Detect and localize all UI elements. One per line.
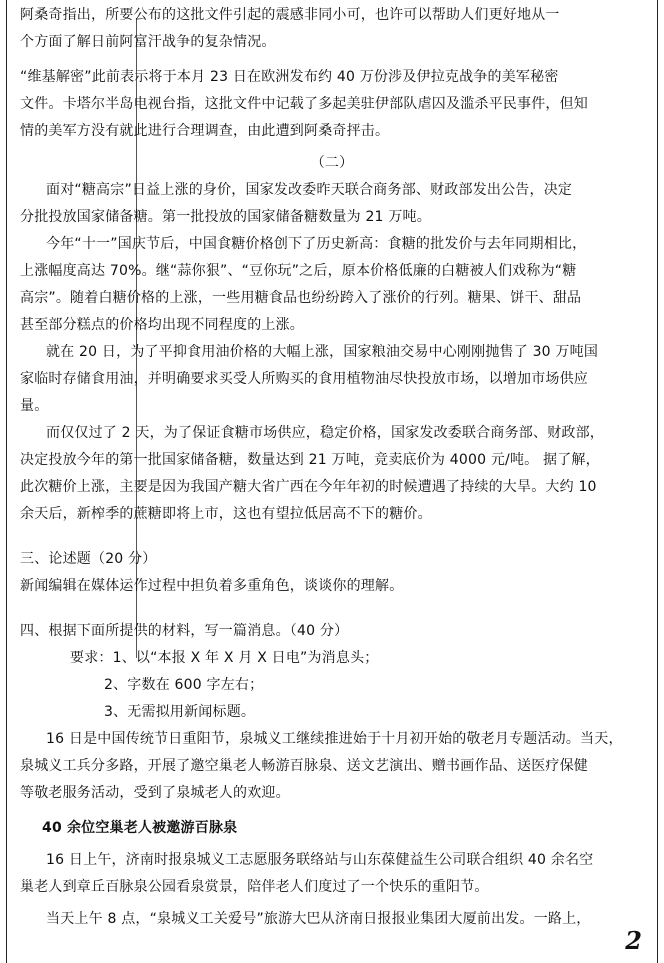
text-line: 家临时存储食用油，并明确要求买受人所购买的食用植物油尽快投放市场，以增加市场供应	[20, 371, 588, 387]
text-line: 而仅仅过了 2 天，为了保证食糖市场供应，稳定价格，国家发改委联合商务部、财政部，	[46, 425, 605, 441]
requirement-line: 要求：1、以“本报 X 年 X 月 X 日电”为消息头；	[70, 650, 379, 666]
text-line: 巢老人到章丘百脉泉公园看泉赏景，陪伴老人们度过了一个快乐的重阳节。	[20, 879, 489, 895]
text-line: 面对“糖高宗”日益上涨的身价，国家发改委昨天联合商务部、财政部发出公告，决定	[46, 182, 573, 198]
text-line: 个方面了解日前阿富汗战争的复杂情况。	[20, 34, 276, 50]
text-line: 此次糖价上涨，主要是因为我国产糖大省广西在今年年初的时候遭遇了持续的大旱。大约 10	[20, 479, 597, 495]
text-line: 16 日上午，济南时报泉城义工志愿服务联络站与山东葆健益生公司联合组织 40 余名空	[46, 852, 594, 868]
text-line: 16 日是中国传统节日重阳节，泉城义工继续推进始于十月初开始的敬老月专题活动。当天，	[46, 731, 623, 747]
text-line: 分批投放国家储备糖。第一批投放的国家储备糖数量为 21 万吨。	[20, 209, 431, 225]
text-line: “维基解密”此前表示将于本月 23 日在欧洲发布约 40 万份涉及伊拉克战争的美军秘密	[20, 69, 559, 85]
text-line: 余天后，新榨季的蔗糖即将上市，这也有望拉低居高不下的糖价。	[20, 506, 432, 522]
text-line: 决定投放今年的第一批国家储备糖，数量达到 21 万吨，竞卖底价为 4000 元/吨。 据了解，	[20, 452, 600, 468]
text-line: 新闻编辑在媒体运作过程中担负着多重角色，谈谈你的理解。	[20, 578, 404, 594]
text-line: 上涨幅度高达 70%。继“蒜你狠”、“豆你玩”之后，原本价格低廉的白糖被人们戏称为“糖	[20, 263, 577, 279]
question-heading-4: 四、根据下面所提供的材料，写一篇消息。（40 分）	[20, 623, 349, 639]
material-subheading: 40 余位空巢老人被邀游百脉泉	[42, 820, 238, 836]
text-line: 阿桑奇指出，所要公布的这批文件引起的震感非同小可，也许可以帮助人们更好地从一	[20, 7, 560, 23]
page-number: 2	[625, 926, 642, 955]
text-line: 今年“十一”国庆节后，中国食糖价格创下了历史新高：食糖的批发价与去年同期相比，	[46, 236, 587, 252]
text-line: 甚至部分糕点的价格均出现不同程度的上涨。	[20, 317, 304, 333]
text-line: 情的美军方没有就此进行合理调查，由此遭到阿桑奇抨击。	[20, 123, 390, 139]
requirement-line: 2、字数在 600 字左右；	[104, 677, 264, 693]
requirement-line: 3、无需拟用新闻标题。	[104, 704, 256, 720]
text-line: 等敬老服务活动，受到了泉城老人的欢迎。	[20, 785, 290, 801]
section-heading: （二）	[310, 155, 354, 171]
text-line: 当天上午 8 点，“泉城义工关爱号”旅游大巴从济南日报报业集团大厦前出发。一路上，	[46, 911, 591, 927]
question-heading-3: 三、论述题（20 分）	[20, 551, 157, 567]
text-line: 量。	[20, 398, 49, 414]
text-line: 文件。卡塔尔半岛电视台指，这批文件中记载了多起美驻伊部队虐囚及滥杀平民事件，但知	[20, 96, 588, 112]
text-line: 就在 20 日，为了平抑食用油价格的大幅上涨，国家粮油交易中心刚刚抛售了 30 万吨国	[46, 344, 599, 360]
page-left-border	[6, 0, 7, 963]
text-line: 泉城义工兵分多路，开展了邀空巢老人畅游百脉泉、送文艺演出、赠书画作品、送医疗保健	[20, 758, 588, 774]
text-line: 高宗”。随着白糖价格的上涨，一些用糖食品也纷纷跨入了涨价的行列。糖果、饼干、甜品	[20, 290, 582, 306]
